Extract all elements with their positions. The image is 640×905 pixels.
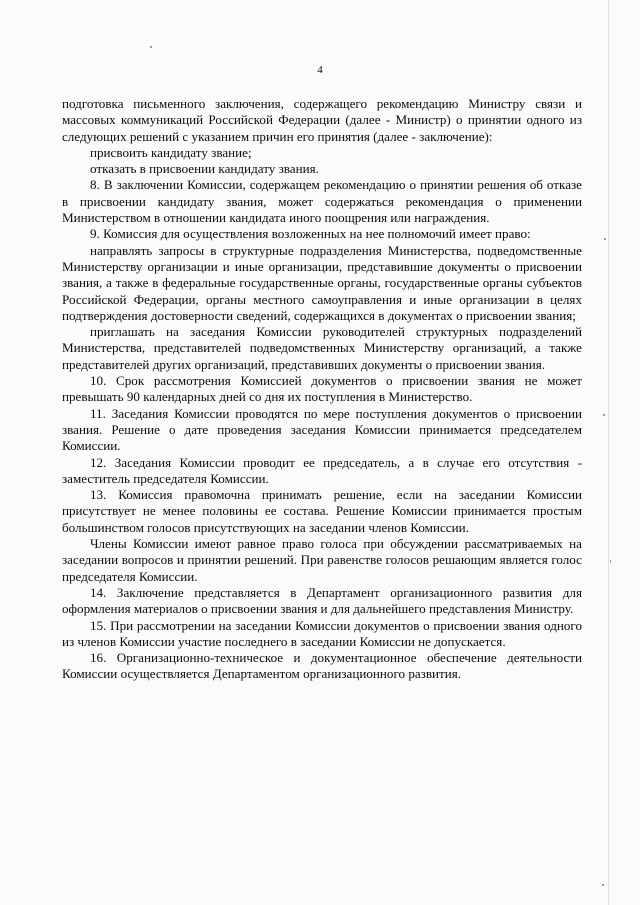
paragraph-9-send-requests: направлять запросы в структурные подразделения Министерства, подведомственные Министерству организации и иные организации, представившие документы о присвоении звания, а также в федеральные государственные органы, государственные органы субъектов Российской Федерации, органы местного самоуправления и иные организации в целях подтверждения достоверности сведений, содержащихся в документах о присвоении звания;	[62, 242, 582, 323]
paragraph-13: 13. Комиссия правомочна принимать решение, если на заседании Комиссии присутствует не менее половины ее состава. Решение Комиссии принимается простым большинством голосов присутствующих на заседании членов Комиссии.	[62, 487, 582, 535]
page-number: 4	[317, 64, 323, 76]
paragraph-12: 12. Заседания Комиссии проводит ее председатель, а в случае его отсутствия - заместитель председателя Комиссии.	[62, 454, 582, 486]
scan-speck	[603, 414, 605, 416]
paragraph-14: 14. Заключение представляется в Департамент организационного развития для оформления материалов о присвоении звания и для дальнейшего представления Министру.	[62, 584, 582, 617]
scan-speck	[610, 560, 611, 563]
paragraph-15: 15. При рассмотрении на заседании Комиссии документов о присвоении звания одного из членов Комиссии участие последнего в заседании Комиссии не допускается.	[62, 617, 582, 649]
scan-speck	[604, 238, 606, 240]
paragraph-13-voting: Члены Комиссии имеют равное право голоса при обсуждении рассматриваемых на заседании вопросов и принятии решений. При равенстве голосов решающим является голос председателя Комиссии.	[62, 536, 582, 584]
paragraph-9-invite: приглашать на заседания Комиссии руководителей структурных подразделений Министерства, представителей подведомственных Министерству организаций, а также представителей других организаций, представивших документы о присвоении звания.	[62, 324, 582, 372]
scan-speck	[602, 884, 604, 886]
paragraph-10: 10. Срок рассмотрения Комиссией документов о присвоении звания не может превышать 90 календарных дней со дня их поступления в Министерство.	[62, 373, 582, 405]
document-body	[62, 96, 582, 683]
scan-speck	[150, 46, 152, 48]
paragraph-9: 9. Комиссия для осуществления возложенных на нее полномочий имеет право:	[90, 226, 531, 242]
option-assign-title: присвоить кандидату звание;	[90, 144, 252, 160]
paragraph-11: 11. Заседания Комиссии проводятся по мере поступления документов о присвоении звания. Решение о дате проведения заседания Комиссии принимается председателем Комиссии.	[62, 405, 582, 454]
option-refuse-title: отказать в присвоении кандидату звания.	[90, 161, 319, 177]
paragraph-8: 8. В заключении Комиссии, содержащем рекомендацию о принятии решения об отказе в присвоении кандидату звания, может содержаться рекомендация о применении Министерством в отношении кандидата иного поощрения или награждения.	[62, 177, 582, 226]
paragraph-conclusion-preparation: подготовка письменного заключения, содержащего рекомендацию Министру связи и массовых коммуникаций Российской Федерации (далее - Министр) о принятии одного из следующих решений с указанием причин его принятия (далее - заключение):	[62, 96, 582, 144]
paragraph-16: 16. Организационно-техническое и документационное обеспечение деятельности Комиссии осуществляется Департаментом организационного развития.	[62, 650, 582, 682]
scan-edge-mark	[608, 0, 609, 905]
